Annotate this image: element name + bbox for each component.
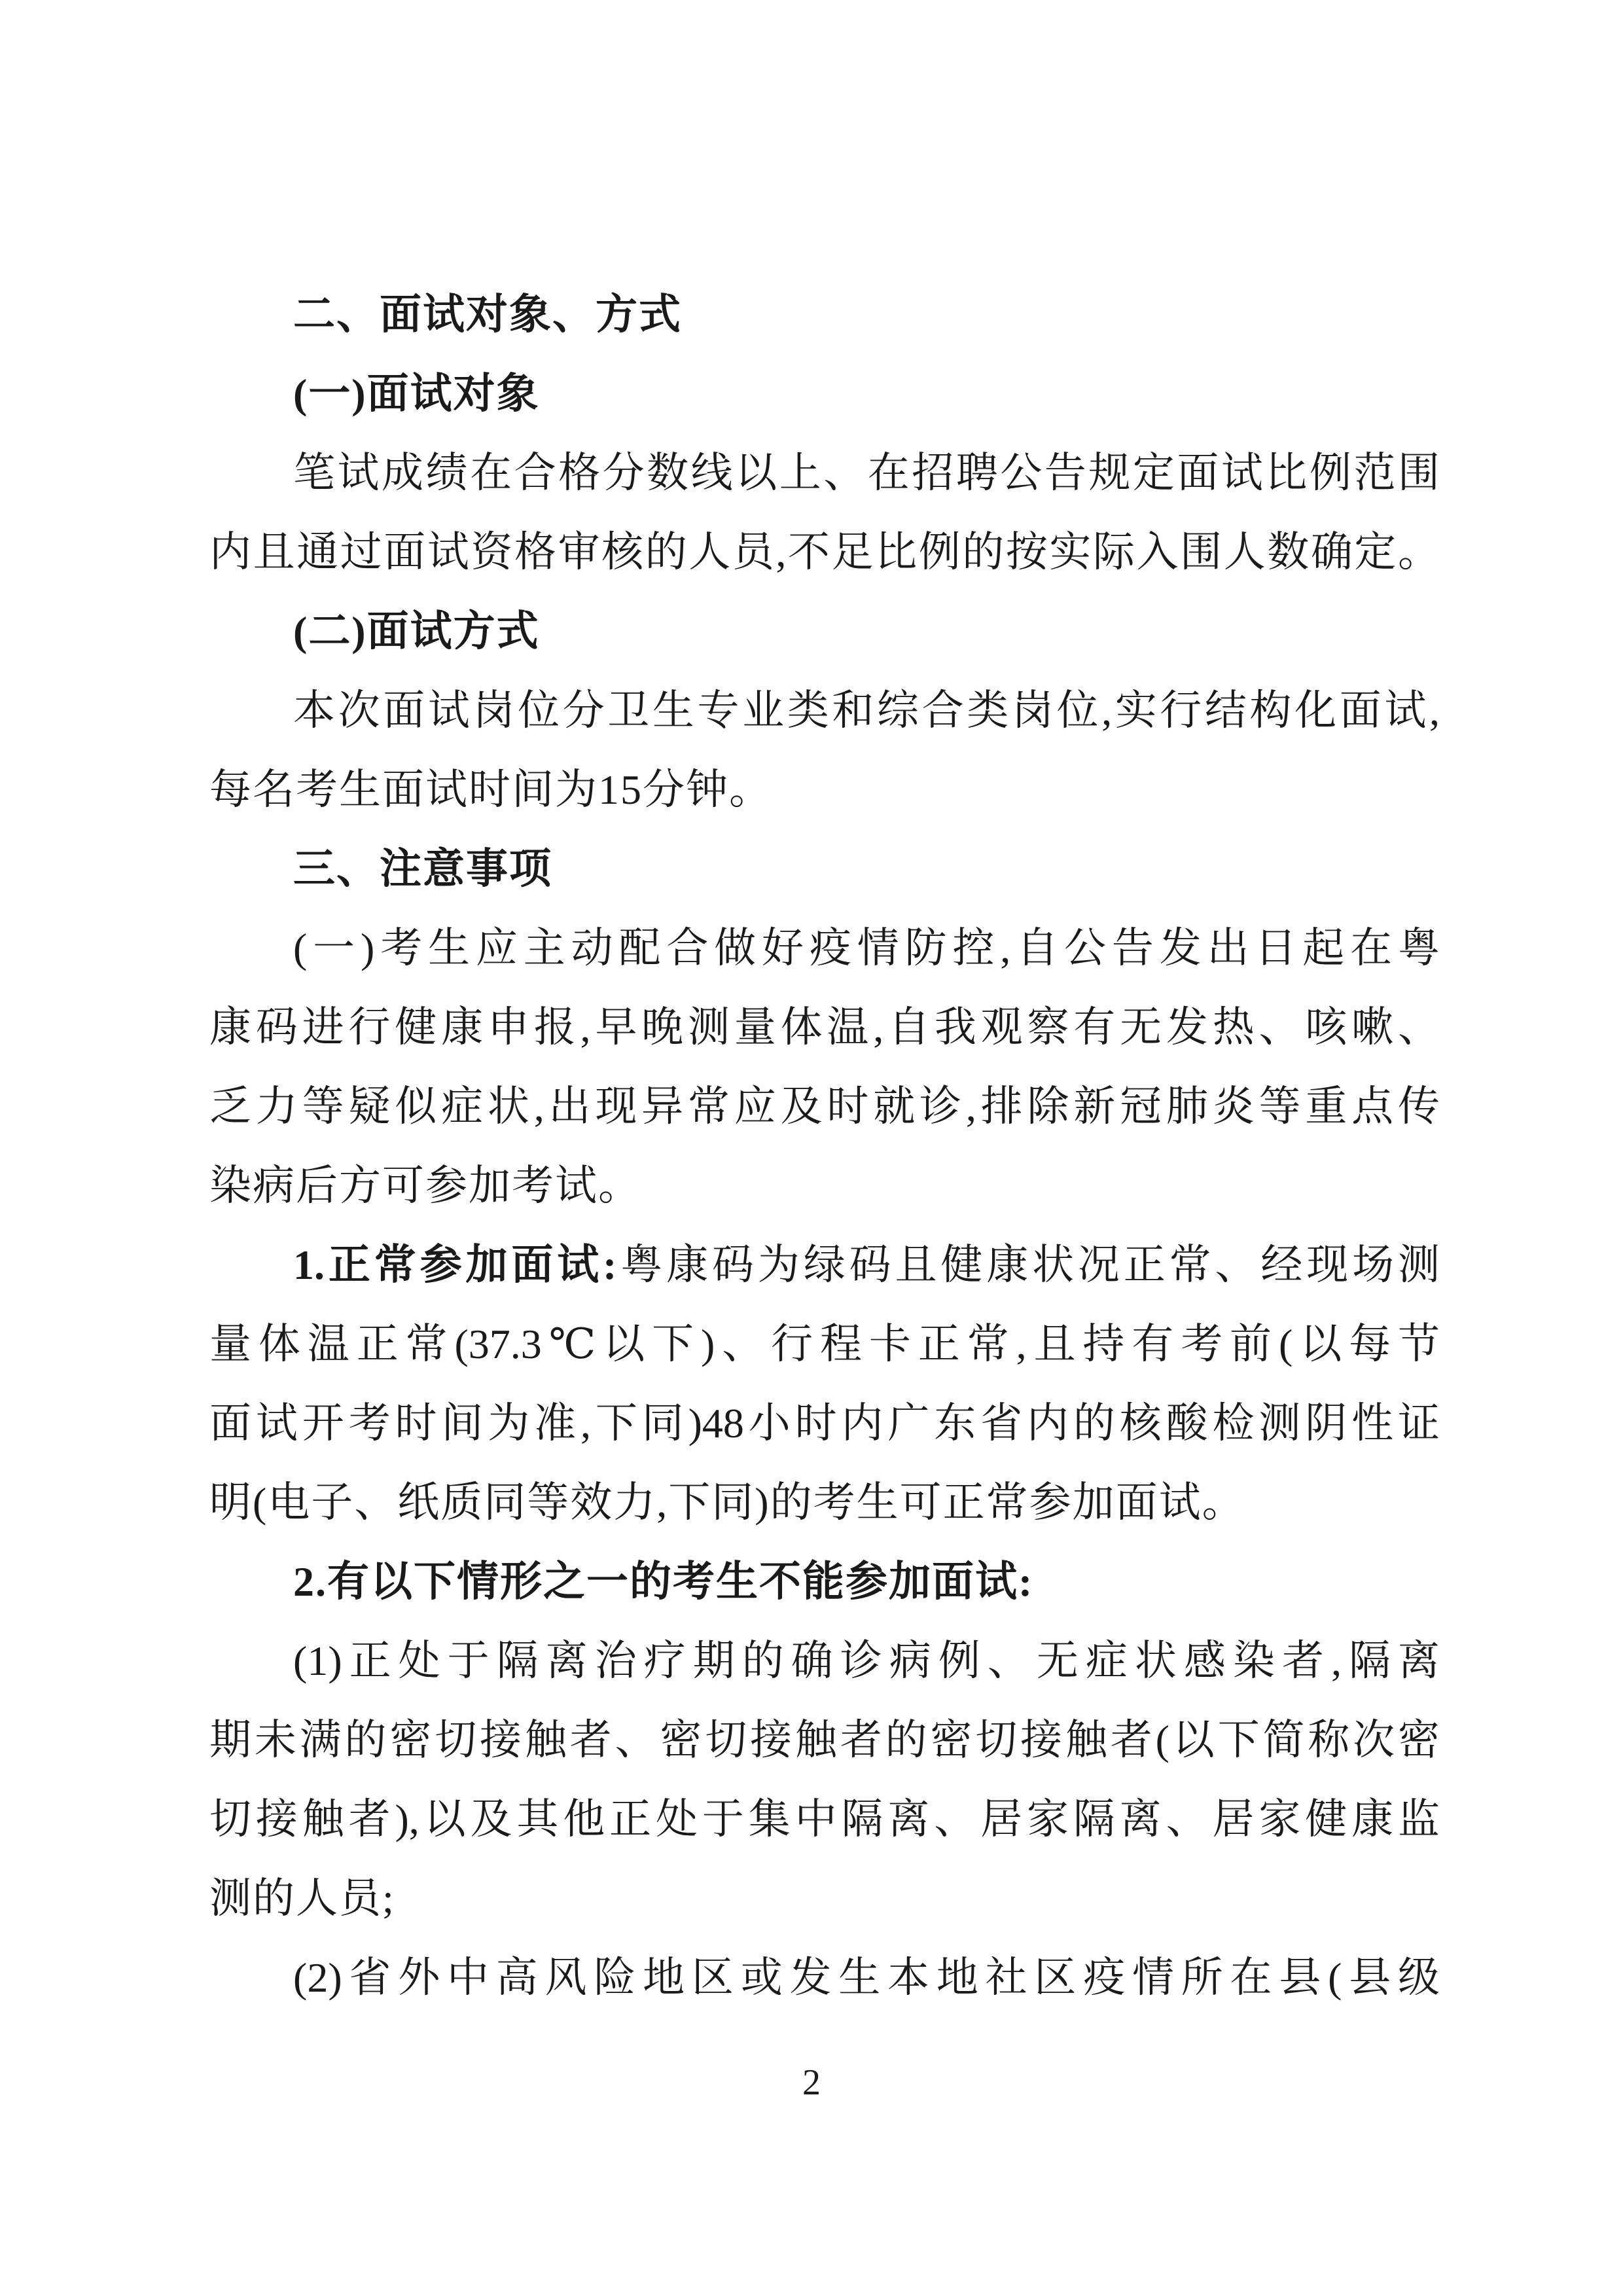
paragraph-line: 明(电子、纸质同等效力,下同)的考生可正常参加面试。 xyxy=(209,1479,1245,1526)
paragraph-line: (2)省外中高风险地区或发生本地社区疫情所在县(县级 xyxy=(293,1954,1440,2001)
paragraph-line: 本次面试岗位分卫生专业类和综合类岗位,实行结构化面试, xyxy=(293,687,1440,734)
section-heading-3: 三、注意事项 xyxy=(293,846,552,892)
paragraph-line: 面试开考时间为准,下同)48小时内广东省内的核酸检测阴性证 xyxy=(209,1400,1440,1446)
bold-run: 1.正常参加面试: xyxy=(293,1242,617,1288)
paragraph-line: 康码进行健康申报,早晚测量体温,自我观察有无发热、咳嗽、 xyxy=(209,1004,1440,1050)
subheading-2-2: (二)面试方式 xyxy=(293,608,540,655)
paragraph-line: 量体温正常(37.3℃以下)、行程卡正常,且持有考前(以每节 xyxy=(209,1321,1440,1367)
paragraph-line: 乏力等疑似症状,出现异常应及时就诊,排除新冠肺炎等重点传 xyxy=(209,1083,1440,1130)
paragraph-line: 每名考生面试时间为15分钟。 xyxy=(209,766,772,813)
document-body xyxy=(209,275,1440,2017)
paragraph-line: 期未满的密切接触者、密切接触者的密切接触者(以下简称次密 xyxy=(209,1717,1440,1763)
paragraph-line: 笔试成绩在合格分数线以上、在招聘公告规定面试比例范围 xyxy=(293,450,1440,496)
subheading-2-1: (一)面试对象 xyxy=(293,370,540,417)
paragraph-line: 测的人员; xyxy=(209,1875,395,1922)
page-number: 2 xyxy=(802,2062,821,2103)
paragraph-line: 染病后方可参加考试。 xyxy=(209,1162,641,1209)
paragraph-line: 内且通过面试资格审核的人员,不足比例的按实际入围人数确定。 xyxy=(209,529,1440,575)
numbered-bold-heading: 2.有以下情形之一的考生不能参加面试: xyxy=(293,1558,1034,1605)
paragraph-line: 切接触者),以及其他正处于集中隔离、居家隔离、居家健康监 xyxy=(209,1796,1440,1842)
text-run: 粤康码为绿码且健康状况正常、经现场测 xyxy=(616,1242,1440,1288)
paragraph-line: (一)考生应主动配合做好疫情防控,自公告发出日起在粤 xyxy=(293,925,1440,971)
paragraph-line: (1)正处于隔离治疗期的确诊病例、无症状感染者,隔离 xyxy=(293,1638,1440,1684)
section-heading-2: 二、面试对象、方式 xyxy=(293,291,682,338)
paragraph-line xyxy=(209,1225,1440,1304)
